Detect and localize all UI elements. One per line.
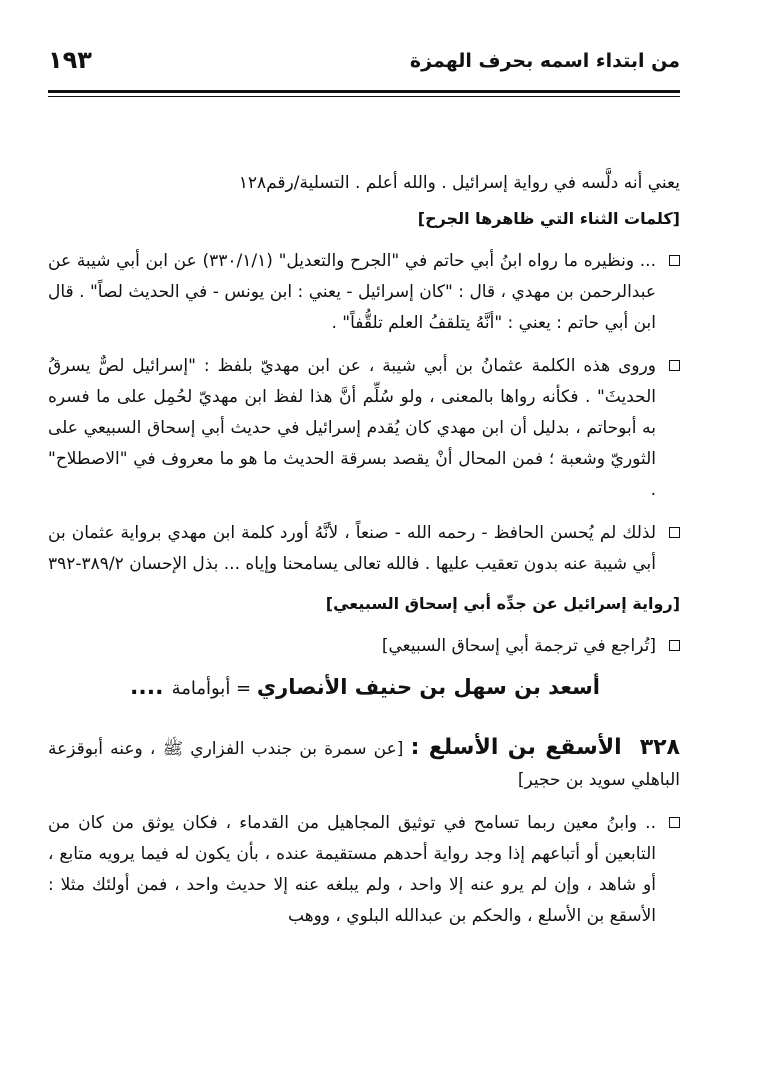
square-bullet-icon [669, 817, 680, 828]
entry-heading [48, 732, 680, 796]
section-heading-praise: [كلمات الثناء التي ظاهرها الجرح] [417, 209, 680, 228]
intro-paragraph: يعني أنه دلَّسه في رواية إسرائيل . والله أعلم . التسلية/رقم١٢٨ [238, 173, 680, 193]
section-heading-israel: [رواية إسرائيل عن جدِّه أبي إسحاق السبيعي] [325, 594, 680, 613]
leader-dots: .... [130, 675, 164, 700]
running-title: من ابتداء اسمه بحرف الهمزة [409, 50, 680, 72]
bullet-item [48, 518, 680, 580]
person-name: أسعد بن سهل بن حنيف الأنصاري [256, 675, 600, 699]
square-bullet-icon [669, 640, 680, 651]
square-bullet-icon [669, 527, 680, 538]
bullet-text: .. وابنُ معين ربما تسامح في توثيق المجاهيل من القدماء ، فكان يوثق من كان من التابعين أو أتباعهم إذا وجد رواية أحدهم مستقيمة عنده ، بأن يكون له فيما يرويه متابع ، أو شاهد ، وإن لم يرو عنه إلا واحد ، ولم يبلغه عنه إلا حديث واحد ، فمن أولئك مثلا : الأسقع بن الأسلع ، والحكم بن عبدالله البلوي ، ووهب [48, 813, 656, 926]
page-body [48, 168, 680, 932]
page-header [48, 46, 680, 84]
bullet-text: وروى هذه الكلمة عثمانُ بن أبي شيبة ، عن ابن مهديّ بلفظ : "إسرائيل لصٌّ يسرقُ الحديثَ" . فكأنه رواها بالمعنى ، ولو سُلِّم أنَّ هذا لفظ ابن مهديّ لحُمِل على ما فسره به أبوحاتم ، بدليل أن ابن مهدي كان يُقدم إسرائيل في حديث أبي إسحاق السبيعي على الثوريّ وشعبة ؛ فمن المحال أنْ يقصد بسرقة الحديث ما هو ما معروف في "الاصطلاح" . [48, 356, 656, 500]
entry-name: الأسقع بن الأسلع : [410, 735, 622, 760]
header-rule-thin [48, 96, 680, 97]
cross-reference-target: = أبوأمامة [171, 678, 257, 699]
header-rule-thick [48, 90, 680, 93]
bullet-item [48, 631, 680, 662]
square-bullet-icon [669, 255, 680, 266]
bullet-text: [تُراجع في ترجمة أبي إسحاق السبيعي] [381, 636, 656, 656]
page-number: ١٩٣ [48, 46, 92, 74]
bullet-text: ... ونظيره ما رواه ابنُ أبي حاتم في "الجرح والتعديل" (٣٣٠/١/١) عن ابن أبي شيبة عن عبدالرحمن بن مهدي ، قال : "كان إسرائيل - يعني : ابن يونس - في الحديث لصاً" . قال ابن أبي حاتم : يعني : "أنَّهُ يتلقفُ العلم تلقُّفاً" . [48, 251, 656, 333]
entry-description: [عن سمرة بن جندب الفزاري ﷺ ، وعنه أبوقزعة الباهلي سويد بن حجير] [48, 739, 680, 790]
cross-reference-line [48, 672, 680, 704]
square-bullet-icon [669, 360, 680, 371]
bullet-item [48, 351, 680, 506]
bullet-item [48, 808, 680, 932]
entry-number: ٣٢٨ [639, 735, 680, 760]
bullet-text: لذلك لم يُحسن الحافظ - رحمه الله - صنعاً ، لأنَّهُ أورد كلمة ابن مهدي برواية عثمان بن أبي شيبة عنه بدون تعقيب عليها . فالله تعالى يسامحنا وإياه ... بذل الإحسان ٣٨٩/٢-٣٩٢ [47, 523, 656, 574]
bullet-item [48, 246, 680, 339]
